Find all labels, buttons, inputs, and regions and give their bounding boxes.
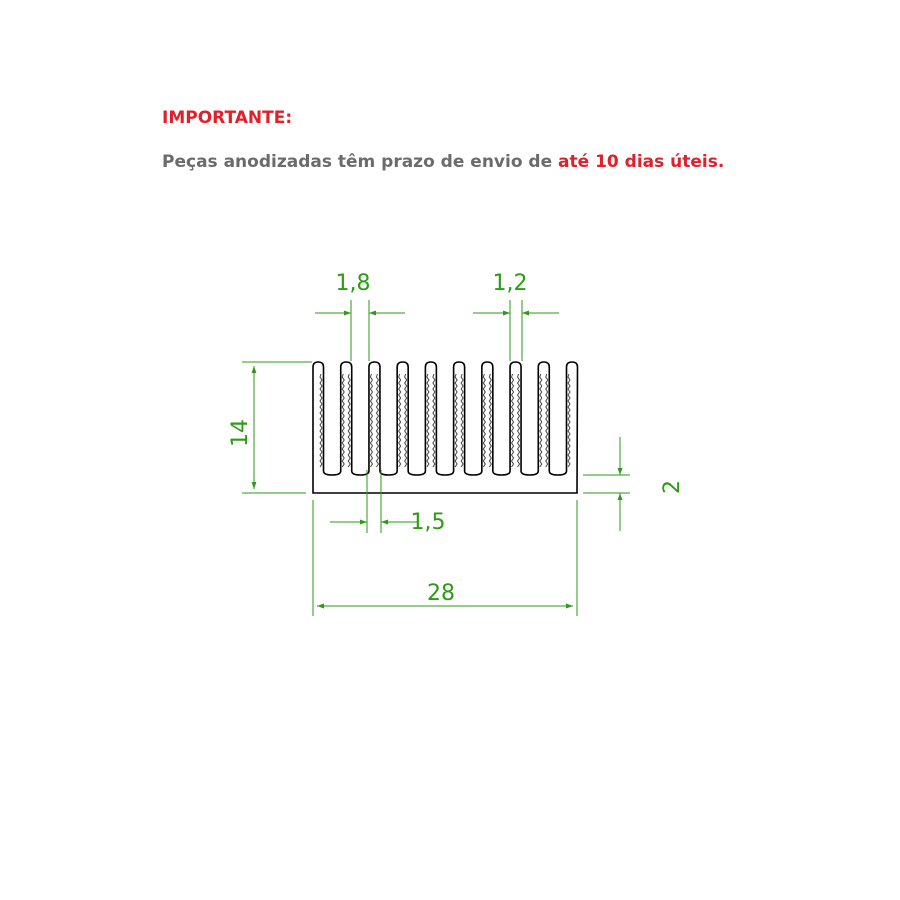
dim-1-2-label: 1,2 xyxy=(492,271,528,296)
fin-serration xyxy=(512,374,514,467)
dim-2-label: 2 xyxy=(660,480,685,494)
dim-28-label: 28 xyxy=(427,581,455,606)
fin-serration xyxy=(540,374,542,467)
fin-serration xyxy=(348,374,350,467)
dim-14-label: 14 xyxy=(228,419,253,447)
fin-serration xyxy=(370,374,372,467)
dim-1-5-label: 1,5 xyxy=(410,510,446,535)
fin-serration xyxy=(518,374,520,467)
notice-body-text: Peças anodizadas têm prazo de envio de xyxy=(162,152,559,172)
fin-serration xyxy=(320,374,322,467)
fin-serration xyxy=(483,374,485,467)
fin-serration xyxy=(546,374,548,467)
fin-serration xyxy=(461,374,463,467)
fin-serration xyxy=(489,374,491,467)
fin-serration xyxy=(399,374,401,467)
fin-serration xyxy=(405,374,407,467)
fin-serration xyxy=(376,374,378,467)
fin-serration xyxy=(433,374,435,467)
notice-heading: IMPORTANTE: xyxy=(162,108,293,128)
fin-serration xyxy=(568,374,570,467)
fin-serration xyxy=(342,374,344,467)
fin-serration xyxy=(427,374,429,467)
fin-serration xyxy=(455,374,457,467)
dim-1-8-label: 1,8 xyxy=(335,271,371,296)
heatsink-outline xyxy=(313,362,578,493)
fin-texture xyxy=(320,374,570,467)
notice-highlight: até 10 dias úteis. xyxy=(558,152,725,172)
